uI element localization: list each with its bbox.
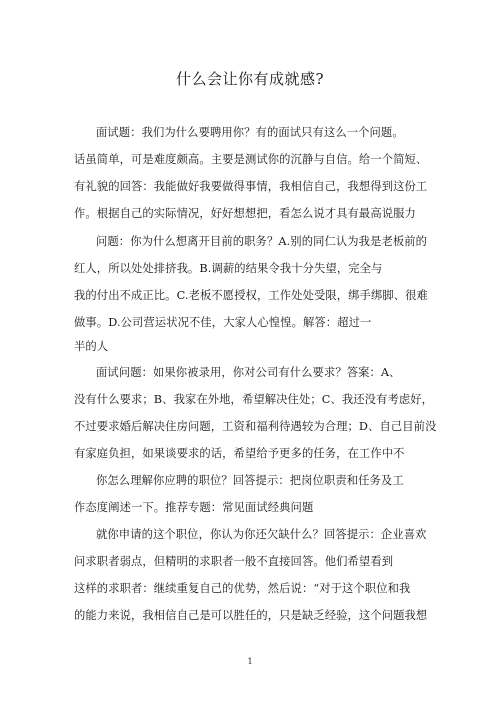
paragraph-line: 面试问题：如果你被录用，你对公司有什么要求？答案：A、 <box>96 366 401 379</box>
paragraph-line: 作。根据自己的实际情况，好好想想把，看怎么说才具有最高说服力 <box>74 207 416 220</box>
paragraph-line: 红人，所以处处排挤我。B.调薪的结果令我十分失望，完全与 <box>74 262 383 275</box>
page-title: 什么会让你有成就感? <box>175 70 325 88</box>
paragraph-line: 问求职者弱点，但精明的求职者一般不直接回答。他们希望看到 <box>74 555 394 568</box>
page-number: 1 <box>247 657 253 666</box>
paragraph-line: 没有什么要求；B、我家在外地，希望解决住处；C、我还没有考虑好， <box>74 393 434 406</box>
paragraph-line: 有礼貌的回答：我能做好我要做得事情，我相信自己，我想得到这份工 <box>74 180 428 193</box>
paragraph-line: 有家庭负担，如果谈要求的话，希望给予更多的任务，在工作中不 <box>74 447 405 460</box>
paragraph-line: 作态度阐述一下。推荐专题：常见面试经典问题 <box>74 501 314 514</box>
paragraph-line: 这样的求职者：继续重复自己的优势，然后说：“对于这个职位和我 <box>74 582 411 595</box>
paragraph-line: 不过要求婚后解决住房问题，工资和福利待遇较为合理；D、自己目前没 <box>74 420 437 433</box>
paragraph-line: 做事。D.公司营运状况不佳，大家人心惶惶。解答：超过一 <box>74 316 372 329</box>
paragraph-line: 你怎么理解你应聘的职位？回答提示：把岗位职责和任务及工 <box>96 474 404 487</box>
paragraph-line: 话虽简单，可是难度颇高。主要是测试你的沉静与自信。给一个简短、 <box>74 153 428 166</box>
paragraph-line: 我的付出不成正比。C.老板不愿授权，工作处处受限，绑手绑脚、很难 <box>74 289 428 302</box>
paragraph-line: 问题：你为什么想离开目前的职务？A.别的同仁认为我是老板前的 <box>96 235 428 248</box>
paragraph-line: 半的人 <box>74 340 109 353</box>
paragraph-line: 的能力来说，我相信自己是可以胜任的，只是缺乏经验，这个问题我想 <box>74 609 428 622</box>
paragraph-line: 面试题：我们为什么要聘用你？有的面试只有这么一个问题。 <box>96 126 404 139</box>
paragraph-line: 就你申请的这个职位，你认为你还欠缺什么？回答提示：企业喜欢 <box>96 528 427 541</box>
